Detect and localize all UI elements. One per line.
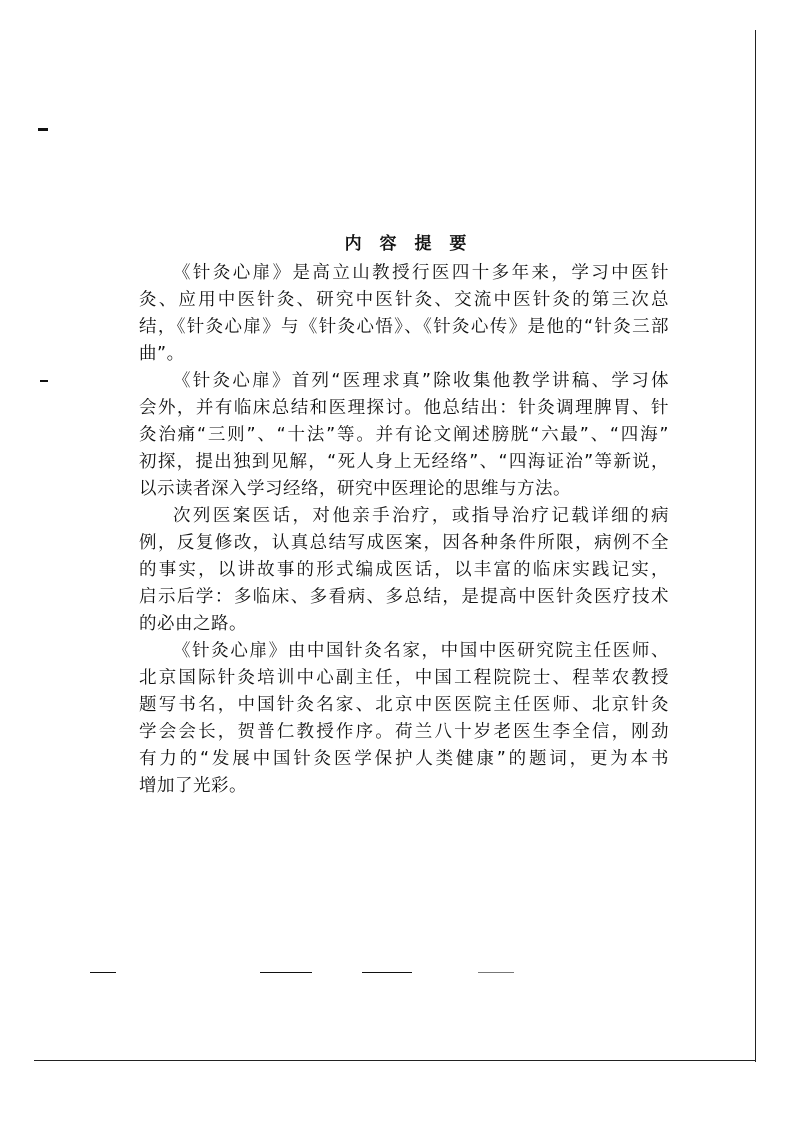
- summary-body: [139, 260, 669, 800]
- text-line: 学会会长，贺普仁教授作序。荷兰八十岁老医生李全信，刚劲: [139, 722, 669, 742]
- paragraph: [139, 638, 669, 800]
- paragraph: [139, 368, 669, 503]
- text-line: 以示读者深入学习经络，研究中医理论的思维与方法。: [139, 479, 571, 499]
- text-line: 增加了光彩。: [139, 776, 247, 796]
- text-line: 会外，并有临床总结和医理探讨。他总结出：针灸调理脾胃、针: [139, 398, 669, 418]
- text-line: 的事实，以讲故事的形式编成医话，以丰富的临床实践记实，: [139, 560, 669, 580]
- text-line: 《针灸心扉》由中国针灸名家，中国中医研究院主任医师、: [173, 641, 669, 661]
- text-line: 次列医案医话，对他亲手治疗，或指导治疗记载详细的病: [173, 506, 669, 526]
- text-line: 北京国际针灸培训中心副主任，中国工程院院士、程莘农教授: [139, 668, 669, 688]
- scan-dash: [478, 972, 514, 973]
- page-edge-horizontal: [34, 1060, 756, 1061]
- text-line: 例，反复修改，认真总结写成医案，因各种条件所限，病例不全: [139, 533, 669, 553]
- page-edge-vertical: [755, 30, 756, 1062]
- scan-mark: [40, 380, 48, 382]
- scan-dash: [90, 972, 116, 973]
- text-line: 有力的“发展中国针灸医学保护人类健康”的题词，更为本书: [139, 749, 669, 769]
- text-line: 初探，提出独到见解，“死人身上无经络”、“四海证治”等新说，: [139, 452, 669, 472]
- paragraph: [139, 260, 669, 368]
- text-line: 题写书名，中国针灸名家、北京中医医院主任医师、北京针灸: [139, 695, 669, 715]
- scan-dash: [362, 972, 412, 973]
- scan-dash: [260, 972, 312, 973]
- paragraph: [139, 503, 669, 638]
- scan-mark: [38, 128, 48, 131]
- text-line: 灸治痛“三则”、“十法”等。并有论文阐述膀胱“六最”、“四海”: [139, 425, 669, 445]
- text-line: 启示后学：多临床、多看病、多总结，是提高中医针灸医疗技术: [139, 587, 669, 607]
- text-line: 《针灸心扉》首列“医理求真”除收集他教学讲稿、学习体: [173, 371, 669, 391]
- text-line: 灸、应用中医针灸、研究中医针灸、交流中医针灸的第三次总: [139, 290, 669, 310]
- text-line: 曲”。: [139, 344, 185, 364]
- text-line: 结，《针灸心扉》与《针灸心悟》、《针灸心传》是他的“针灸三部: [139, 317, 669, 337]
- text-line: 的必由之路。: [139, 614, 247, 634]
- page-title: 内 容 提 要: [344, 234, 473, 254]
- text-line: 《针灸心扉》是高立山教授行医四十多年来，学习中医针: [173, 263, 669, 283]
